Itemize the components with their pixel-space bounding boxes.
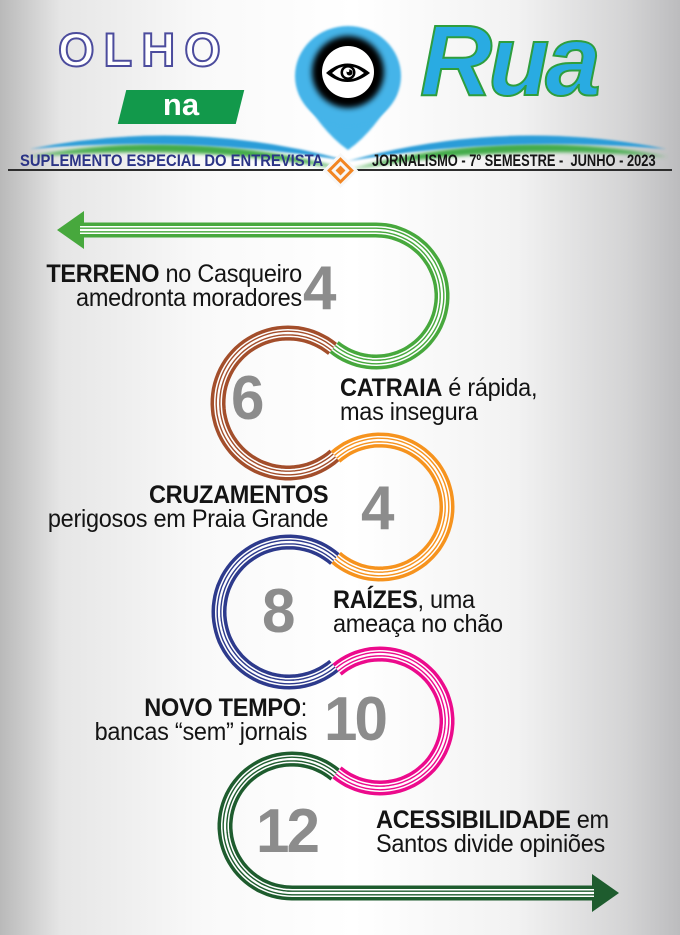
eye-logo-icon	[295, 26, 401, 150]
toc-line2: mas insegura	[340, 398, 478, 426]
toc-item-acessibilidade	[376, 808, 609, 856]
edition-label: JORNALISMO - 7º SEMESTRE - JUNHO - 2023	[372, 152, 656, 170]
toc-line1: CRUZAMENTOS	[148, 481, 328, 509]
toc-line2: perigosos em Praia Grande	[47, 505, 328, 533]
logo-word-na: na	[162, 87, 200, 122]
toc-page-number: 6	[231, 364, 262, 433]
toc-line1: ACESSIBILIDADE em	[376, 806, 609, 834]
toc-item-raizes	[333, 588, 503, 636]
arrow-left	[57, 211, 84, 249]
diamond-core	[336, 166, 346, 176]
logo-word-olho: OLHO	[58, 23, 230, 76]
toc-page-number: 4	[303, 254, 334, 323]
diamond-outline	[327, 157, 354, 184]
toc-line2: ameaça no chão	[333, 610, 503, 638]
toc-page-number: 10	[324, 685, 386, 754]
toc-item-catraia	[340, 376, 537, 424]
toc-page-number: 12	[256, 797, 318, 866]
toc-line2: amedronta moradores	[76, 284, 302, 312]
toc-line2: bancas “sem” jornais	[94, 718, 307, 746]
toc-line1: RAÍZES, uma	[333, 586, 475, 614]
supplement-label: SUPLEMENTO ESPECIAL DO ENTREVISTA	[20, 151, 324, 170]
toc-page-number: 8	[262, 577, 293, 646]
toc-line1: NOVO TEMPO:	[144, 694, 307, 722]
arrow-right	[592, 874, 619, 912]
toc-line1: CATRAIA é rápida,	[340, 374, 538, 402]
diamond-icon	[326, 156, 354, 184]
logo-word-rua: Rua	[420, 5, 597, 117]
toc-page-number: 4	[361, 474, 392, 543]
toc-line2: Santos divide opiniões	[376, 830, 605, 858]
toc-item-cruzamentos	[48, 483, 328, 531]
toc-item-novo-tempo	[95, 696, 307, 744]
toc-item-terreno	[46, 262, 302, 310]
toc-line1: TERRENO no Casqueiro	[46, 260, 302, 288]
